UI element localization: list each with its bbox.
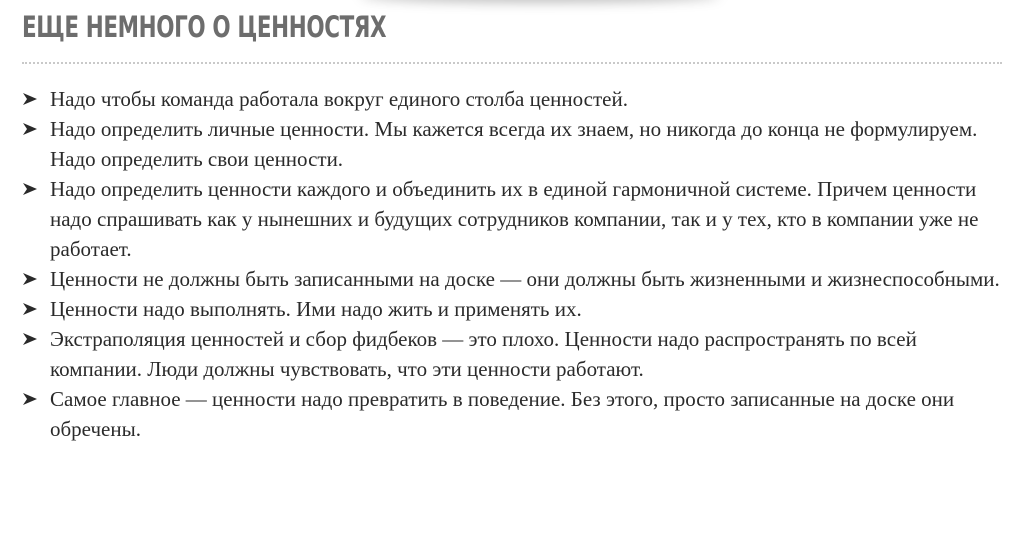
arrow-right-icon bbox=[22, 332, 38, 346]
dotted-divider bbox=[22, 62, 1002, 64]
list-item-text: Самое главное — ценности надо превратить в поведение. Без этого, просто записанные на доске они обречены. bbox=[50, 387, 955, 441]
bullet-list bbox=[22, 84, 1012, 444]
list-item-text: Ценности не должны быть записанными на доске — они должны быть жизненными и жизнеспособными. bbox=[50, 267, 1000, 291]
list-item bbox=[22, 84, 1012, 114]
list-item bbox=[22, 174, 1012, 264]
list-item-text: Надо определить личные ценности. Мы кажется всегда их знаем, но никогда до конца не формулируем. Надо определить свои ценности. bbox=[50, 117, 978, 171]
list-item bbox=[22, 264, 1012, 294]
list-item bbox=[22, 384, 1012, 444]
list-item-text: Надо чтобы команда работала вокруг единого столба ценностей. bbox=[50, 87, 628, 111]
list-item-text: Надо определить ценности каждого и объединить их в единой гармоничной системе. Причем ценности надо спрашивать как у нынешних и будущих сотрудников компании, так и у тех, кто в компании уже не работает. bbox=[50, 177, 979, 261]
list-item bbox=[22, 114, 1012, 174]
arrow-right-icon bbox=[22, 122, 38, 136]
page-title: ЕЩЕ НЕМНОГО О ЦЕННОСТЯХ bbox=[22, 10, 387, 44]
list-item bbox=[22, 294, 1012, 324]
list-item-text: Экстраполяция ценностей и сбор фидбеков — это плохо. Ценности надо распространять по всей компании. Люди должны чувствовать, что эти ценности работают. bbox=[50, 327, 917, 381]
arrow-right-icon bbox=[22, 182, 38, 196]
list-item-text: Ценности надо выполнять. Ими надо жить и применять их. bbox=[50, 297, 582, 321]
arrow-right-icon bbox=[22, 392, 38, 406]
arrow-right-icon bbox=[22, 302, 38, 316]
arrow-right-icon bbox=[22, 272, 38, 286]
list-item bbox=[22, 324, 1012, 384]
arrow-right-icon bbox=[22, 92, 38, 106]
